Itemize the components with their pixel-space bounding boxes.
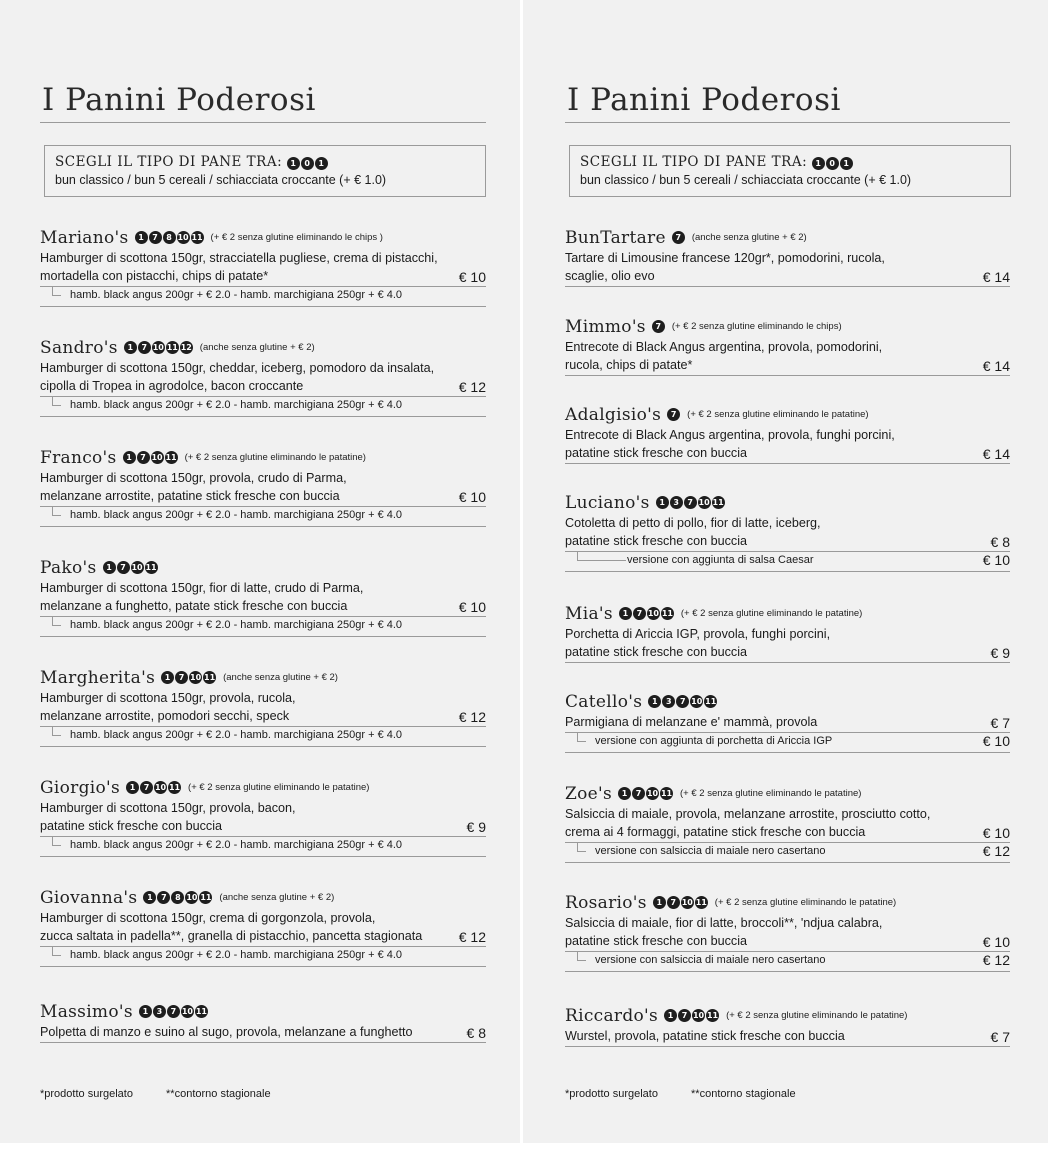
allergen-icon: 7 [167,1005,180,1018]
allergen-icons [135,231,205,244]
bread-allergen-icons [812,157,854,170]
item-description [40,359,486,397]
variant-text: hamb. black angus 200gr + € 2.0 - hamb. marchigiana 250gr + € 4.0 [70,839,403,851]
variant-corner-mark [577,733,586,742]
description-line: rucola, chips di patate* [565,358,693,372]
variant-text: hamb. black angus 200gr + € 2.0 - hamb. marchigiana 250gr + € 4.0 [70,619,403,631]
description-line: Cotoletta di petto di pollo, fior di latte, iceberg, [565,516,821,530]
item-header [40,1000,486,1023]
allergen-icon: 1 [135,231,148,244]
variant-price: € 12 [982,843,1010,859]
variant-text: hamb. black angus 200gr + € 2.0 - hamb. marchigiana 250gr + € 4.0 [70,289,403,301]
item-note: (+ € 2 senza glutine eliminando le chips ) [210,232,383,243]
description-line: Hamburger di scottona 150gr, crema di gorgonzola, provola, [40,911,376,925]
item-header [40,226,486,249]
allergen-icons [143,891,213,904]
item-name: Pako's [40,557,97,578]
allergen-icon: 1 [653,896,666,909]
item-note: (anche senza glutine + € 2) [691,232,807,243]
variant-text: versione con aggiunta di porchetta di Ariccia IGP [595,735,833,747]
menu-item [40,776,486,857]
description-line: Polpetta di manzo e suino al sugo, provola, melanzane a funghetto [40,1025,413,1039]
variant-price: € 10 [982,552,1010,568]
item-price: € 14 [982,269,1010,285]
allergen-icon: 7 [175,671,188,684]
item-name: Giorgio's [40,777,121,798]
allergen-icon: 1 [161,671,174,684]
allergen-icon: 1 [124,341,137,354]
menu-item [565,690,1010,753]
allergen-icon: 0 [301,157,314,170]
item-price: € 10 [982,934,1010,950]
allergen-icon: 11 [204,673,216,682]
item-name: Mimmo's [565,316,646,337]
item-description [40,579,486,617]
bread-choice-title: SCEGLI IL TIPO DI PANE TRA: [580,154,808,170]
bread-choice-text: bun classico / bun 5 cereali / schiacciata croccante (+ € 1.0) [580,173,912,187]
variant-text: versione con aggiunta di salsa Caesar [627,554,814,566]
item-price: € 10 [458,269,486,285]
allergen-icon: 11 [165,453,177,462]
menu-item [40,226,486,307]
item-description [565,338,1010,376]
allergen-icon: 11 [166,343,178,352]
allergen-icon: 1 [315,157,328,170]
description-line: cipolla di Tropea in agrodolce, bacon croccante [40,379,304,393]
item-note: (+ € 2 senza glutine eliminando le patatine) [680,608,863,619]
description-line: Wurstel, provola, patatine stick fresche con buccia [565,1029,845,1043]
item-description [565,625,1010,663]
bread-choice-box [569,145,1011,197]
variant-corner-mark [52,507,61,516]
allergen-icon: 1 [618,787,631,800]
description-line: melanzane arrostite, pomodori secchi, speck [40,709,290,723]
footnote-frozen: *prodotto surgelato [565,1088,658,1100]
allergen-icons [672,231,686,244]
description-line: patatine stick fresche con buccia [565,446,748,460]
description-line: patatine stick fresche con buccia [565,534,748,548]
variant-text: hamb. black angus 200gr + € 2.0 - hamb. marchigiana 250gr + € 4.0 [70,399,403,411]
item-price: € 9 [990,645,1010,661]
item-price: € 8 [990,534,1010,550]
allergen-icon: 10 [154,783,167,792]
allergen-icon: 10 [151,453,163,462]
allergen-icon: 7 [684,496,697,509]
menu-item [565,491,1010,572]
allergen-icon: 1 [619,607,632,620]
title-underline [565,122,1010,123]
allergen-icon: 7 [149,231,162,244]
allergen-icon: 11 [706,1011,719,1020]
menu-item [565,403,1010,464]
item-note: (+ € 2 senza glutine eliminando le patatine) [687,409,869,420]
allergen-icon: 1 [648,695,661,708]
item-name: Zoe's [565,783,613,804]
allergen-icon: 7 [632,787,645,800]
item-price: € 7 [990,715,1010,731]
item-header [565,782,1010,805]
item-description [565,249,1010,287]
description-line: Tartare di Limousine francese 120gr*, pomodorini, rucola, [565,251,885,265]
item-header [40,776,486,799]
allergen-icon: 11 [191,233,203,242]
menu-item [565,782,1010,863]
description-line: patatine stick fresche con buccia [40,819,223,833]
allergen-icon: 7 [652,320,665,333]
allergen-icon: 11 [705,697,717,706]
description-line: Hamburger di scottona 150gr, cheddar, iceberg, pomodoro da insalata, [40,361,435,375]
variant-corner-mark [52,287,61,296]
item-name: Riccardo's [565,1005,659,1026]
footnotes [565,1088,826,1100]
item-description [40,799,486,837]
item-description [565,1027,1010,1047]
variant-row [40,727,486,747]
variant-corner-mark [577,952,586,961]
item-name: Mia's [565,603,613,624]
variant-row [40,397,486,417]
menu-item [40,446,486,527]
menu-item [40,336,486,417]
variant-corner-mark [52,727,61,736]
footnote-frozen: *prodotto surgelato [40,1088,133,1100]
item-description [40,469,486,507]
description-line: Parmigiana di melanzane e' mammà, provola [565,715,818,729]
menu-item [565,891,1010,972]
item-description [565,713,1010,733]
variant-corner-mark [577,552,626,561]
variant-text: hamb. black angus 200gr + € 2.0 - hamb. marchigiana 250gr + € 4.0 [70,729,403,741]
variant-row [40,947,486,967]
item-name: Catello's [565,691,643,712]
allergen-icon: 10 [152,343,164,352]
allergen-icon: 12 [180,343,192,352]
description-line: mortadella con pistacchi, chips di patate* [40,269,269,283]
allergen-icons [652,320,666,333]
item-price: € 14 [982,446,1010,462]
menu-item [565,602,1010,663]
item-description [565,805,1010,843]
menu-item [40,886,486,967]
item-description [565,426,1010,464]
allergen-icon: 7 [667,408,680,421]
item-name: Mariano's [40,227,129,248]
allergen-icons [653,896,709,909]
description-line: crema ai 4 formaggi, patatine stick fresche con buccia [565,825,866,839]
item-description [40,689,486,727]
menu-item [40,1000,486,1043]
variant-corner-mark [577,843,586,852]
bread-allergen-icons [287,157,329,170]
allergen-icon: 0 [826,157,839,170]
variant-row [40,287,486,307]
allergen-icon: 7 [138,341,151,354]
variant-row [565,552,1010,572]
menu-item [40,666,486,747]
description-line: Salsiccia di maiale, provola, melanzane arrostite, prosciutto cotto, [565,807,931,821]
allergen-icon: 10 [646,789,659,798]
allergen-icon: 1 [812,157,825,170]
variant-price: € 12 [982,952,1010,968]
variant-row [565,843,1010,863]
item-price: € 9 [466,819,486,835]
allergen-icon: 1 [139,1005,152,1018]
allergen-icon: 10 [190,673,202,682]
item-price: € 14 [982,358,1010,374]
allergen-icons [161,671,217,684]
allergen-icon: 11 [168,783,181,792]
allergen-icon: 7 [157,891,170,904]
allergen-icon: 11 [145,563,157,572]
allergen-icon: 1 [126,781,139,794]
description-line: Hamburger di scottona 150gr, fior di latte, crudo di Parma, [40,581,364,595]
allergen-icons [664,1009,720,1022]
allergen-icon: 7 [667,896,680,909]
item-note: (+ € 2 senza glutine eliminando le chips) [671,321,842,332]
allergen-icon: 8 [163,231,176,244]
item-name: Massimo's [40,1001,133,1022]
item-price: € 10 [458,489,486,505]
item-header [565,1004,1010,1027]
allergen-icon: 10 [698,498,710,507]
variant-text: hamb. black angus 200gr + € 2.0 - hamb. marchigiana 250gr + € 4.0 [70,509,403,521]
allergen-icon: 11 [695,898,707,907]
description-line: patatine stick fresche con buccia [565,934,748,948]
allergen-icon: 11 [712,498,724,507]
item-description [565,914,1010,952]
allergen-icon: 1 [123,451,136,464]
variant-row [40,507,486,527]
allergen-icon: 11 [200,893,212,902]
item-price: € 10 [982,825,1010,841]
menu-item [40,556,486,637]
allergen-icons [124,341,194,354]
description-line: melanzane a funghetto, patate stick fresche con buccia [40,599,348,613]
allergen-icon: 1 [656,496,669,509]
variant-price: € 10 [982,733,1010,749]
allergen-icon: 1 [103,561,116,574]
allergen-icon: 10 [181,1007,193,1016]
allergen-icon: 10 [691,697,703,706]
allergen-icons [618,787,674,800]
allergen-icon: 10 [177,233,189,242]
variant-corner-mark [52,397,61,406]
footnotes [40,1088,301,1100]
item-header [40,336,486,359]
description-line: patatine stick fresche con buccia [565,645,748,659]
item-note: (+ € 2 senza glutine eliminando le patatine) [726,1010,908,1021]
variant-row [565,733,1010,753]
item-price: € 12 [458,929,486,945]
footnote-seasonal: **contorno stagionale [166,1088,271,1100]
allergen-icon: 10 [681,898,693,907]
item-header [565,403,1010,426]
item-description [40,1023,486,1043]
item-header [565,602,1010,625]
description-line: Salsiccia di maiale, fior di latte, broccoli**, 'ndjua calabra, [565,916,883,930]
description-line: scaglie, olio evo [565,269,655,283]
item-price: € 10 [458,599,486,615]
item-header [565,226,1010,249]
allergen-icon: 10 [131,563,143,572]
allergen-icon: 3 [662,695,675,708]
item-name: Margherita's [40,667,156,688]
description-line: Hamburger di scottona 150gr, provola, crudo di Parma, [40,471,347,485]
allergen-icon: 7 [678,1009,691,1022]
allergen-icons [123,451,179,464]
description-line: Entrecote di Black Angus argentina, provola, pomodorini, [565,340,883,354]
variant-corner-mark [52,947,61,956]
item-name: Giovanna's [40,887,138,908]
allergen-icon: 3 [153,1005,166,1018]
allergen-icon: 11 [661,609,673,618]
item-price: € 12 [458,709,486,725]
allergen-icon: 1 [287,157,300,170]
allergen-icon: 10 [647,609,659,618]
item-note: (+ € 2 senza glutine eliminando le patatine) [188,782,370,793]
bread-choice-text: bun classico / bun 5 cereali / schiacciata croccante (+ € 1.0) [55,173,387,187]
variant-row [40,837,486,857]
allergen-icon: 7 [137,451,150,464]
description-line: melanzane arrostite, patatine stick fresche con buccia [40,489,340,503]
item-description [40,909,486,947]
allergen-icons [139,1005,209,1018]
menu-title: I Panini Poderosi [567,82,841,118]
item-price: € 12 [458,379,486,395]
item-price: € 8 [466,1025,486,1041]
allergen-icon: 7 [672,231,685,244]
allergen-icon: 7 [633,607,646,620]
description-line: Entrecote di Black Angus argentina, provola, funghi porcini, [565,428,895,442]
allergen-icons [656,496,726,509]
menu-item [565,226,1010,287]
item-description [565,514,1010,552]
item-name: BunTartare [565,227,666,248]
item-name: Sandro's [40,337,118,358]
menu-item [565,315,1010,376]
variant-text: versione con salsiccia di maiale nero casertano [595,954,826,966]
allergen-icon: 11 [660,789,673,798]
variant-corner-mark [52,617,61,626]
bread-choice-box [44,145,486,197]
item-note: (anche senza glutine + € 2) [199,342,315,353]
allergen-icon: 1 [143,891,156,904]
item-note: (+ € 2 senza glutine eliminando le patatine) [680,788,862,799]
allergen-icon: 1 [840,157,853,170]
item-note: (+ € 2 senza glutine eliminando le patatine) [184,452,366,463]
description-line: zucca saltata in padella**, granella di pistacchio, pancetta stagionata [40,929,423,943]
item-name: Adalgisio's [565,404,662,425]
menu-item [565,1004,1010,1047]
item-note: (anche senza glutine + € 2) [219,892,335,903]
item-name: Franco's [40,447,117,468]
variant-row [40,617,486,637]
variant-text: hamb. black angus 200gr + € 2.0 - hamb. marchigiana 250gr + € 4.0 [70,949,403,961]
item-name: Rosario's [565,892,647,913]
item-header [40,556,486,579]
variant-row [565,952,1010,972]
item-header [565,315,1010,338]
item-header [565,690,1010,713]
item-header [40,446,486,469]
footnote-seasonal: **contorno stagionale [691,1088,796,1100]
allergen-icon: 7 [117,561,130,574]
item-description [40,249,486,287]
item-note: (+ € 2 senza glutine eliminando le patatine) [714,897,897,908]
allergen-icon: 3 [670,496,683,509]
title-underline [40,122,486,123]
item-header [565,491,1010,514]
menu-title: I Panini Poderosi [42,82,316,118]
description-line: Hamburger di scottona 150gr, provola, bacon, [40,801,296,815]
item-header [40,666,486,689]
allergen-icon: 11 [195,1007,207,1016]
item-name: Luciano's [565,492,650,513]
allergen-icon: 8 [171,891,184,904]
allergen-icon: 10 [692,1011,705,1020]
allergen-icons [126,781,182,794]
allergen-icons [619,607,675,620]
allergen-icon: 7 [676,695,689,708]
allergen-icons [667,408,681,421]
variant-corner-mark [52,837,61,846]
allergen-icon: 1 [664,1009,677,1022]
item-header [40,886,486,909]
variant-text: versione con salsiccia di maiale nero casertano [595,845,826,857]
description-line: Porchetta di Ariccia IGP, provola, funghi porcini, [565,627,831,641]
bread-choice-title: SCEGLI IL TIPO DI PANE TRA: [55,154,283,170]
item-header [565,891,1010,914]
allergen-icons [648,695,718,708]
description-line: Hamburger di scottona 150gr, provola, rucola, [40,691,296,705]
allergen-icons [103,561,159,574]
description-line: Hamburger di scottona 150gr, stracciatella pugliese, crema di pistacchi, [40,251,438,265]
item-note: (anche senza glutine + € 2) [223,672,338,683]
allergen-icon: 7 [140,781,153,794]
item-price: € 7 [990,1029,1010,1045]
allergen-icon: 10 [186,893,198,902]
